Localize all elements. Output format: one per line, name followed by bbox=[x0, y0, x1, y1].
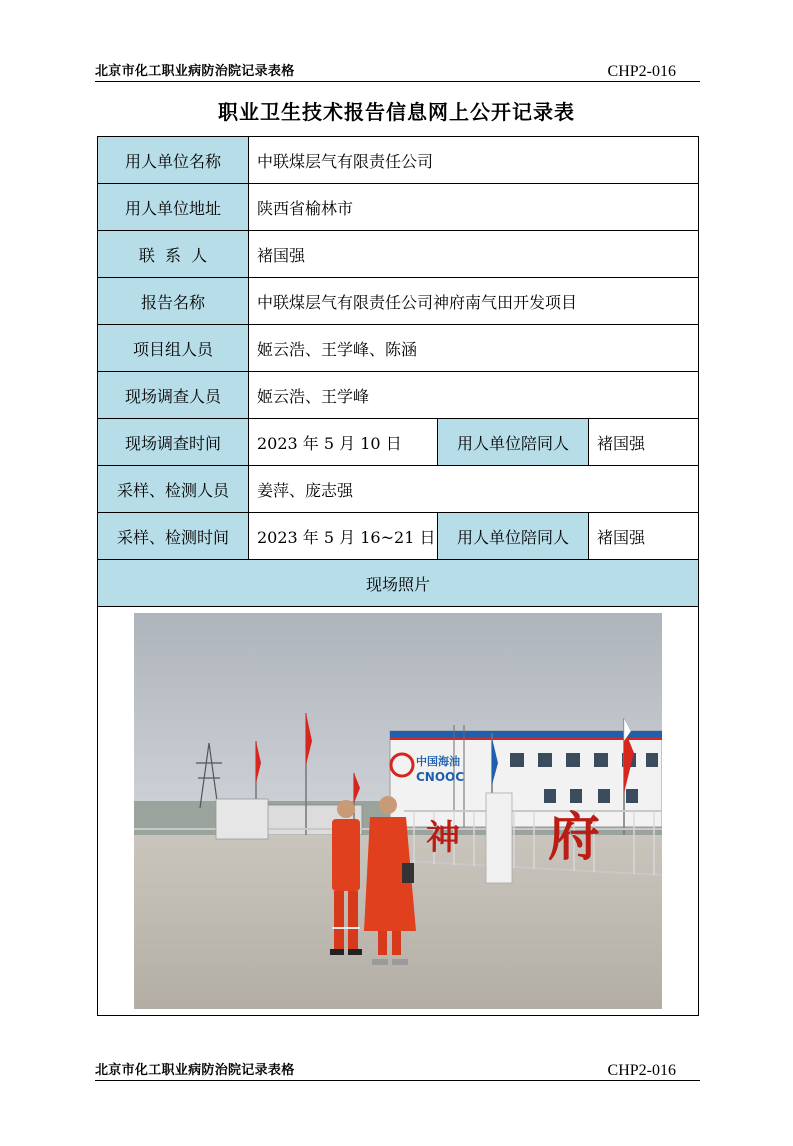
row-photo bbox=[98, 607, 699, 1016]
sampling-time-value: 2023 年 5 月 16~21 日 bbox=[249, 513, 438, 560]
report-name-value: 中联煤层气有限责任公司神府南气田开发项目 bbox=[249, 278, 699, 325]
row-project-team bbox=[98, 325, 699, 372]
sampling-time-label: 采样、检测时间 bbox=[98, 513, 249, 560]
report-name-label: 报告名称 bbox=[98, 278, 249, 325]
row-survey-time bbox=[98, 419, 699, 466]
row-sampling-time bbox=[98, 513, 699, 560]
cnooc-sign-cn: 中国海油 bbox=[416, 755, 460, 768]
site-photo bbox=[134, 613, 662, 1009]
sampling-staff-label: 采样、检测人员 bbox=[98, 466, 249, 513]
contact-value: 褚国强 bbox=[249, 231, 699, 278]
photo-section-label: 现场照片 bbox=[98, 560, 699, 607]
unit-name-label: 用人单位名称 bbox=[98, 137, 249, 184]
sampling-companion-value: 褚国强 bbox=[589, 513, 699, 560]
cnooc-sign-en: CNOOC bbox=[416, 770, 465, 784]
footer-rule bbox=[95, 1080, 700, 1081]
project-team-label: 项目组人员 bbox=[98, 325, 249, 372]
page-header bbox=[95, 60, 700, 82]
survey-time-label: 现场调查时间 bbox=[98, 419, 249, 466]
row-unit-name bbox=[98, 137, 699, 184]
row-report-name bbox=[98, 278, 699, 325]
footer-code: CHP2-016 bbox=[607, 1062, 676, 1079]
footer-org: 北京市化工职业病防治院记录表格 bbox=[95, 1063, 295, 1078]
header-rule bbox=[95, 81, 700, 82]
survey-staff-value: 姬云浩、王学峰 bbox=[249, 372, 699, 419]
header-code: CHP2-016 bbox=[607, 63, 676, 80]
page-title: 职业卫生技术报告信息网上公开记录表 bbox=[218, 100, 575, 124]
sampling-staff-value: 姜萍、庞志强 bbox=[249, 466, 699, 513]
row-survey-staff bbox=[98, 372, 699, 419]
row-unit-address bbox=[98, 184, 699, 231]
gate-char-2: 府 bbox=[548, 807, 601, 868]
unit-address-label: 用人单位地址 bbox=[98, 184, 249, 231]
record-table bbox=[97, 136, 699, 1016]
survey-companion-value: 褚国强 bbox=[589, 419, 699, 466]
row-sampling-staff bbox=[98, 466, 699, 513]
sampling-companion-label: 用人单位陪同人 bbox=[438, 513, 589, 560]
survey-companion-label: 用人单位陪同人 bbox=[438, 419, 589, 466]
row-contact bbox=[98, 231, 699, 278]
site-photo-illustration bbox=[134, 613, 662, 1009]
contact-label: 联 系 人 bbox=[98, 231, 249, 278]
survey-time-value: 2023 年 5 月 10 日 bbox=[249, 419, 438, 466]
header-org: 北京市化工职业病防治院记录表格 bbox=[95, 64, 295, 79]
unit-name-value: 中联煤层气有限责任公司 bbox=[249, 137, 699, 184]
unit-address-value: 陕西省榆林市 bbox=[249, 184, 699, 231]
gate-char-1: 神 bbox=[426, 818, 460, 858]
photo-cell bbox=[98, 607, 699, 1016]
row-photo-heading bbox=[98, 560, 699, 607]
project-team-value: 姬云浩、王学峰、陈涵 bbox=[249, 325, 699, 372]
page-footer bbox=[95, 1059, 700, 1081]
survey-staff-label: 现场调查人员 bbox=[98, 372, 249, 419]
